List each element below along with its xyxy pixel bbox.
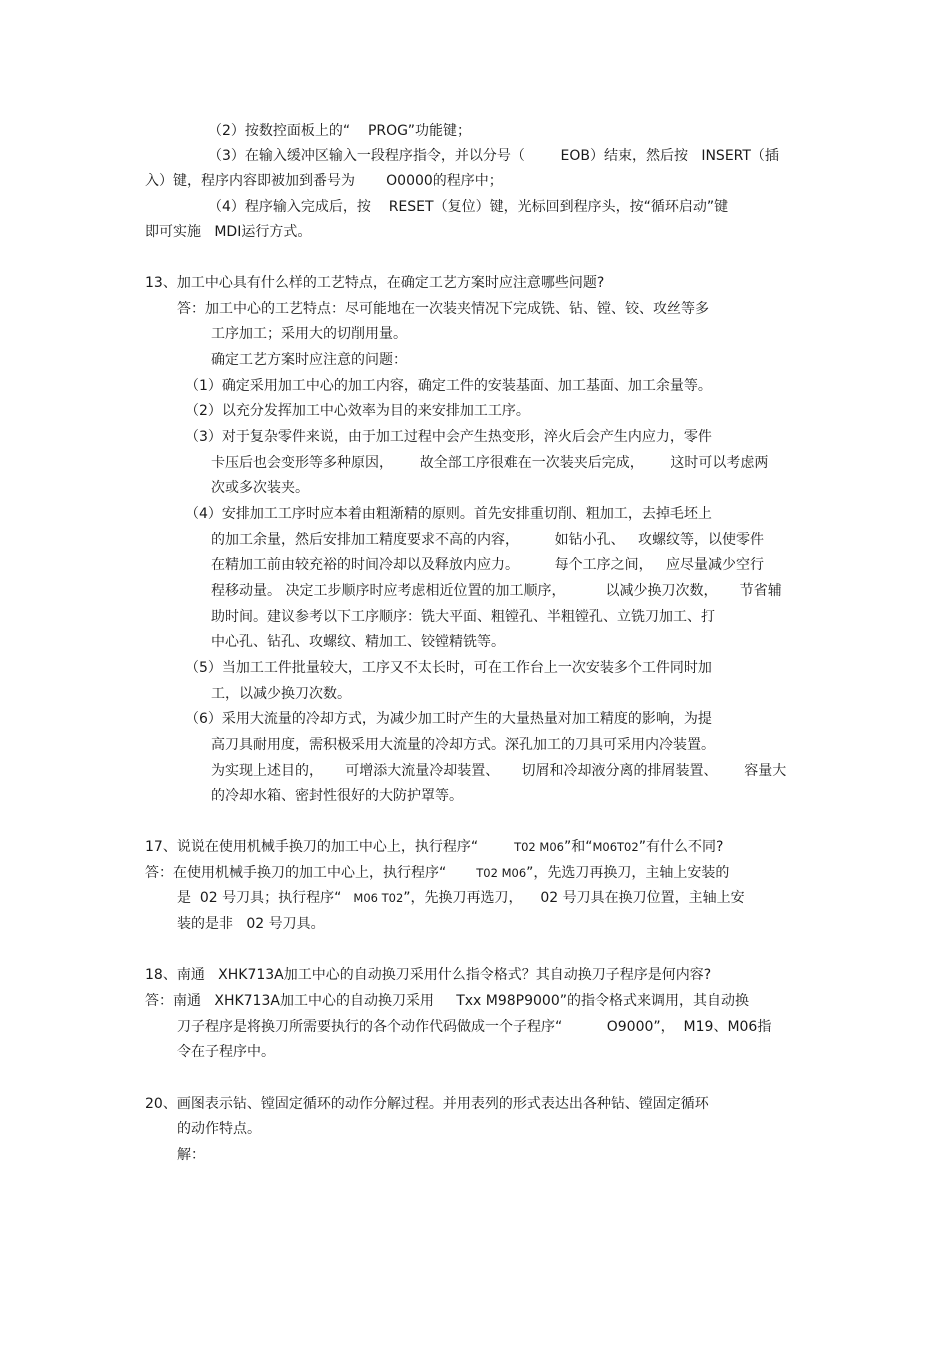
q17-answer-text: 是 02 号刀具；执行程序“ (177, 890, 342, 906)
q20-question: 20、画图表示钻、镗固定循环的动作分解过程。并用表列的形式表达出各种钻、镗固定循环 (145, 1096, 709, 1112)
q13-point-6-cont: 为实现上述目的， 可增添大流量冷却装置、 切屑和冷却液分离的排屑装置、 容量大 (211, 763, 787, 779)
q13-point-3-cont: 次或多次装夹。 (211, 480, 309, 496)
mdi-step-4-cont: 即可实施 MDI运行方式。 (145, 224, 312, 240)
q17-code: M06T02 (592, 840, 639, 854)
q13-point-6-cont: 的冷却水箱、密封性很好的大防护罩等。 (211, 788, 463, 804)
q13-point-2: （2）以充分发挥加工中心效率为目的来安排加工工序。 (185, 403, 530, 419)
q13-point-4-cont: 助时间。建议参考以下工序顺序：铣大平面、粗镗孔、半粗镗孔、立铣刀加工、打 (211, 609, 715, 625)
mdi-step-4: （4）程序输入完成后，按 RESET（复位）键，光标回到程序头，按“循环启动”键 (208, 199, 729, 215)
q13-answer-line: 答：加工中心的工艺特点：尽可能地在一次装夹情况下完成铣、钻、镗、铰、攻丝等多 (177, 301, 709, 317)
q13-point-4-cont: 在精加工前由较充裕的时间冷却以及释放内应力。 每个工序之间， 应尽量减少空行 (211, 557, 764, 573)
q17-answer-line (177, 889, 745, 907)
q17-answer-text: ”，先换刀再选刀， 02 号刀具在换刀位置，主轴上安 (403, 890, 745, 906)
mdi-step-3-cont: 入）键，程序内容即被加到番号为 O0000的程序中； (145, 173, 503, 189)
q20-answer-label: 解： (177, 1147, 205, 1163)
q18-answer-line: 刀子程序是将换刀所需要执行的各个动作代码做成一个子程序“ O9000”， M19、M06指 (177, 1019, 772, 1035)
q13-point-3: （3）对于复杂零件来说，由于加工过程中会产生热变形，淬火后会产生内应力，零件 (185, 429, 712, 445)
q13-point-3-cont: 卡压后也会变形等多种原因， 故全部工序很难在一次装夹后完成， 这时可以考虑两 (211, 455, 769, 471)
q13-point-5: （5）当加工工件批量较大，工序又不太长时，可在工作台上一次安装多个工件同时加 (185, 660, 712, 676)
q13-point-4-cont: 中心孔、钻孔、攻螺纹、精加工、铰镗精铣等。 (211, 634, 505, 650)
q13-answer-line: 工序加工；采用大的切削用量。 (211, 326, 407, 342)
q13-point-4-cont: 的加工余量，然后安排加工精度要求不高的内容， 如钻小孔、 攻螺纹等，以使零件 (211, 532, 764, 548)
mdi-step-3: （3）在输入缓冲区输入一段程序指令，并以分号（ EOB）结束，然后按 INSERT（插 (208, 148, 779, 164)
q20-answer-line: 的动作特点。 (177, 1121, 261, 1137)
q13-point-4: （4）安排加工工序时应本着由粗渐精的原则。首先安排重切削、粗加工，去掉毛坯上 (185, 506, 712, 522)
q17-answer-line (145, 864, 729, 882)
q18-answer-line: 令在子程序中。 (177, 1044, 275, 1060)
mdi-step-2: （2）按数控面板上的“ PROG”功能键； (208, 123, 471, 139)
q17-question-text: ”和“ (563, 839, 593, 855)
q13-point-6-cont: 高刀具耐用度，需积极采用大流量的冷却方式。深孔加工的刀具可采用内冷装置。 (211, 737, 715, 753)
q17-answer-text: 答：在使用机械手换刀的加工中心上，执行程序“ (145, 865, 447, 881)
q17-code: T02 M06 (514, 840, 564, 854)
q17-question-text: ”有什么不同? (638, 839, 724, 855)
q17-answer-line: 装的是非 02 号刀具。 (177, 916, 325, 932)
q17-question (145, 838, 723, 856)
q17-code: T02 M06 (476, 866, 527, 880)
q17-question-text: 17、说说在使用机械手换刀的加工中心上，执行程序“ (145, 839, 479, 855)
q17-answer-text: ”，先选刀再换刀，主轴上安装的 (526, 865, 730, 881)
q13-point-5-cont: 工，以减少换刀次数。 (211, 686, 351, 702)
q13-point-1: （1）确定采用加工中心的加工内容，确定工件的安装基面、加工基面、加工余量等。 (185, 378, 712, 394)
q13-answer-line: 确定工艺方案时应注意的问题： (211, 352, 407, 368)
q18-question: 18、南通 XHK713A加工中心的自动换刀采用什么指令格式？其自动换刀子程序是何内容? (145, 967, 712, 983)
q17-code: M06 T02 (353, 891, 404, 905)
q18-answer-line: 答：南通 XHK713A加工中心的自动换刀采用 Txx M98P9000”的指令格式来调用，其自动换 (145, 993, 749, 1009)
q13-point-4-cont: 程移动量。 决定工步顺序时应考虑相近位置的加工顺序， 以减少换刀次数， 节省辅 (211, 583, 782, 599)
q13-point-6: （6）采用大流量的冷却方式，为减少加工时产生的大量热量对加工精度的影响，为提 (185, 711, 712, 727)
q13-question: 13、加工中心具有什么样的工艺特点，在确定工艺方案时应注意哪些问题? (145, 275, 605, 291)
